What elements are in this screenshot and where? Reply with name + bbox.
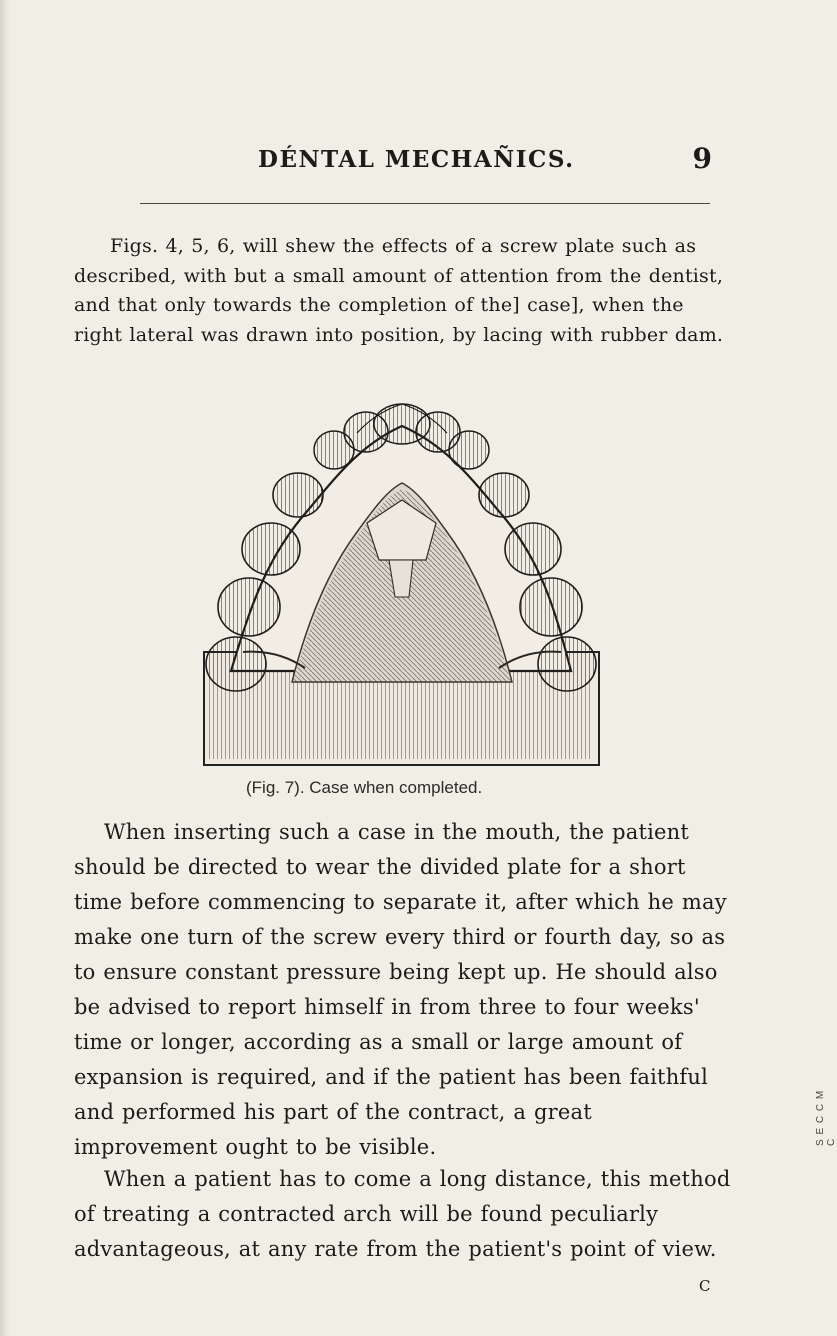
figure-caption: (Fig. 7). Case when completed. (246, 778, 483, 797)
signature-mark: C (699, 1277, 711, 1295)
dental-cast-illustration (197, 402, 607, 774)
running-head (92, 142, 712, 184)
page-number: 9 (692, 142, 712, 175)
paragraph-3: When a patient has to come a long distance, this method of treating a contracted arch will be found peculiarly advantageous, at any rate from the patient's point of view. (74, 1167, 731, 1261)
paragraph-2: When inserting such a case in the mouth, the patient should be directed to wear the divided plate for a short time before commencing to separate it, after which he may make one turn of the screw every third or fourth day, so as to ensure constant pressure being kept up. He should also be advised to report himself in from three to four weeks' time or longer, according as a small or large amount of expansion is required, and if the patient has been faithful and performed his part of the contract, a great improvement ought to be visible. (74, 820, 727, 1159)
paragraph-1: Figs. 4, 5, 6, will shew the effects of a screw plate such as described, with but a small amount of attention from the dentist, and that only towards the completion of the] case], when the right lateral was drawn into position, by lacing with rubber dam. (74, 235, 724, 346)
library-stamp: S E C C M C (815, 1089, 837, 1146)
header-rule (140, 203, 710, 204)
page-edge (0, 0, 12, 1336)
running-title: DÉNTAL MECHAÑICS. (258, 146, 575, 173)
